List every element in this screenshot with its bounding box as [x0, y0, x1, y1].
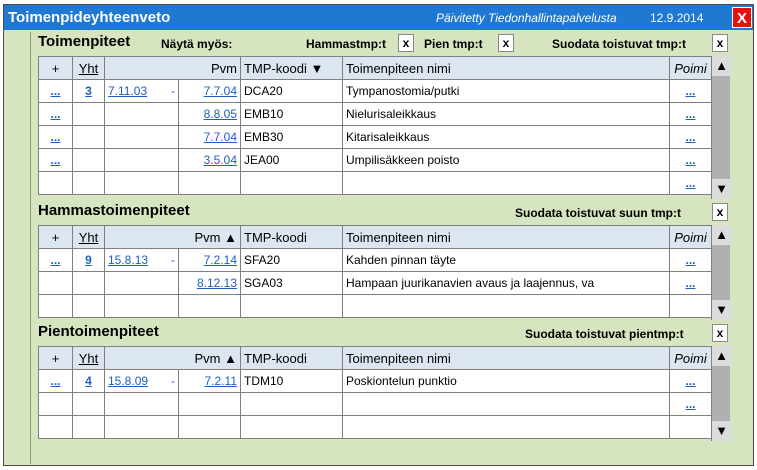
table-header-row: [39, 347, 712, 370]
frame-divider: [30, 32, 31, 464]
scroll-up-arrow[interactable]: ▲: [712, 225, 731, 245]
row-name: Kahden pinnan täyte: [343, 249, 670, 272]
row-details-link[interactable]: ...: [39, 249, 73, 272]
updated-date: 12.9.2014: [650, 11, 704, 25]
row-date-from: [105, 126, 179, 149]
code-column-header[interactable]: TMP-koodi: [241, 347, 343, 370]
date-column-header[interactable]: Pvm ▲: [179, 347, 241, 370]
scroll-down-arrow[interactable]: ▼: [712, 179, 731, 199]
table-row-empty: [39, 393, 712, 416]
row-pick-link[interactable]: ...: [670, 149, 712, 172]
row-date-from: [105, 103, 179, 126]
dental-table: [38, 225, 712, 318]
name-column-header: Toimenpiteen nimi: [343, 347, 670, 370]
row-date-from[interactable]: [105, 80, 179, 103]
row-pick-link[interactable]: ...: [670, 249, 712, 272]
pick-column-header: Poimi: [670, 226, 712, 249]
date-from-text[interactable]: 15.8.13: [108, 253, 149, 267]
row-date-to[interactable]: 7.2.14: [179, 249, 241, 272]
pick-column-header: Poimi: [670, 57, 712, 80]
row-count-cell: [73, 103, 105, 126]
summary-window: [3, 4, 754, 466]
table-row-empty: [39, 416, 712, 439]
filter-dental-label: Suodata toistuvat suun tmp:t: [515, 206, 681, 220]
filter-repeated-button[interactable]: x: [712, 34, 728, 52]
table-row: [39, 272, 712, 295]
row-code: EMB10: [241, 103, 343, 126]
name-column-header: Toimenpiteen nimi: [343, 57, 670, 80]
row-date-to[interactable]: 7.7.04: [179, 80, 241, 103]
dental-toggle-label: Hammastmp:t: [306, 37, 387, 51]
row-date-to[interactable]: 8.8.05: [179, 103, 241, 126]
row-date-from: [105, 272, 179, 295]
table-row: [39, 370, 712, 393]
row-details-link[interactable]: ...: [39, 149, 73, 172]
row-details-link[interactable]: ...: [39, 370, 73, 393]
row-name: Tympanostomia/putki: [343, 80, 670, 103]
table-row-empty: [39, 172, 712, 195]
filter-repeated-label: Suodata toistuvat tmp:t: [552, 37, 686, 51]
scroll-up-arrow[interactable]: ▲: [712, 346, 731, 366]
date-column-header[interactable]: Pvm: [179, 57, 241, 80]
row-details-link[interactable]: ...: [39, 80, 73, 103]
add-column-header[interactable]: +: [39, 57, 73, 80]
row-count-cell: [73, 126, 105, 149]
row-name: Kitarisaleikkaus: [343, 126, 670, 149]
filter-dental-button[interactable]: x: [712, 203, 728, 221]
minor-scrollbar[interactable]: [711, 346, 730, 441]
add-column-header[interactable]: +: [39, 347, 73, 370]
row-details-cell: [39, 272, 73, 295]
table-row: [39, 80, 712, 103]
count-column-header[interactable]: Yht: [73, 57, 105, 80]
row-pick-link[interactable]: ...: [670, 370, 712, 393]
row-pick-link[interactable]: ...: [670, 103, 712, 126]
row-code: DCA20: [241, 80, 343, 103]
row-count-cell: [73, 149, 105, 172]
row-date-to[interactable]: 8.12.13: [179, 272, 241, 295]
row-name: Umpilisäkkeen poisto: [343, 149, 670, 172]
table-header-row: [39, 226, 712, 249]
row-name: Nielurisaleikkaus: [343, 103, 670, 126]
updated-source-text: Päivitetty Tiedonhallintapalvelusta: [436, 11, 617, 25]
minor-toggle-label: Pien tmp:t: [424, 37, 483, 51]
date-from-text[interactable]: 7.11.03: [108, 84, 148, 98]
date-dash: -: [171, 84, 175, 98]
row-date-from[interactable]: [105, 249, 179, 272]
row-code: TDM10: [241, 370, 343, 393]
row-code: SGA03: [241, 272, 343, 295]
section-title-toimenpiteet: Toimenpiteet: [38, 33, 131, 50]
table-header-row: [39, 57, 712, 80]
table-row: [39, 249, 712, 272]
show-also-label: Näytä myös:: [161, 37, 233, 51]
row-date-to[interactable]: 3.5.04: [179, 149, 241, 172]
procedures-scrollbar[interactable]: [711, 56, 730, 199]
code-column-header[interactable]: TMP-koodi: [241, 226, 343, 249]
row-pick-link[interactable]: ...: [670, 272, 712, 295]
minor-table: [38, 346, 712, 439]
row-pick-link[interactable]: ...: [670, 126, 712, 149]
scroll-down-arrow[interactable]: ▼: [712, 300, 731, 320]
date-dash: -: [171, 374, 175, 388]
row-details-link[interactable]: ...: [39, 103, 73, 126]
table-row: [39, 149, 712, 172]
date-header-spacer: [105, 347, 179, 370]
row-count-cell: [73, 272, 105, 295]
table-row-empty: [39, 295, 712, 318]
row-count-link[interactable]: 3: [73, 80, 105, 103]
date-from-text[interactable]: 15.8.09: [108, 374, 149, 388]
scroll-up-arrow[interactable]: ▲: [712, 56, 731, 76]
date-dash: -: [171, 253, 175, 267]
row-date-from[interactable]: [105, 370, 179, 393]
row-pick-link[interactable]: ...: [670, 393, 712, 416]
row-date-from: [105, 149, 179, 172]
title-bar: [4, 5, 753, 30]
date-column-header[interactable]: Pvm ▲: [179, 226, 241, 249]
name-column-header: Toimenpiteen nimi: [343, 226, 670, 249]
minor-toggle-button[interactable]: x: [498, 34, 514, 52]
table-row: [39, 103, 712, 126]
filter-minor-label: Suodata toistuvat pientmp:t: [525, 327, 684, 341]
count-column-header[interactable]: Yht: [73, 347, 105, 370]
row-name: Poskiontelun punktio: [343, 370, 670, 393]
filter-minor-button[interactable]: x: [712, 324, 728, 342]
row-count-link[interactable]: 4: [73, 370, 105, 393]
close-button[interactable]: X: [732, 7, 752, 28]
code-column-header[interactable]: TMP-koodi ▼: [241, 57, 343, 80]
row-date-to[interactable]: 7.7.04: [179, 126, 241, 149]
section-title-pien: Pientoimenpiteet: [38, 323, 159, 340]
scroll-down-arrow[interactable]: ▼: [712, 421, 731, 441]
row-name: Hampaan juurikanavien avaus ja laajennus, va: [343, 272, 670, 295]
row-details-link[interactable]: ...: [39, 126, 73, 149]
pick-column-header: Poimi: [670, 347, 712, 370]
date-header-spacer: [105, 57, 179, 80]
dental-scrollbar[interactable]: [711, 225, 730, 320]
add-column-header[interactable]: +: [39, 226, 73, 249]
row-code: EMB30: [241, 126, 343, 149]
table-row: [39, 126, 712, 149]
row-date-to[interactable]: 7.2.11: [179, 370, 241, 393]
date-header-spacer: [105, 226, 179, 249]
row-code: SFA20: [241, 249, 343, 272]
window-title: Toimenpideyhteenveto: [8, 9, 171, 26]
row-code: JEA00: [241, 149, 343, 172]
row-pick-link[interactable]: ...: [670, 80, 712, 103]
row-pick-link[interactable]: ...: [670, 172, 712, 195]
procedures-table: [38, 56, 712, 195]
count-column-header[interactable]: Yht: [73, 226, 105, 249]
dental-toggle-button[interactable]: x: [398, 34, 414, 52]
row-count-link[interactable]: 9: [73, 249, 105, 272]
section-title-hammas: Hammastoimenpiteet: [38, 202, 190, 219]
